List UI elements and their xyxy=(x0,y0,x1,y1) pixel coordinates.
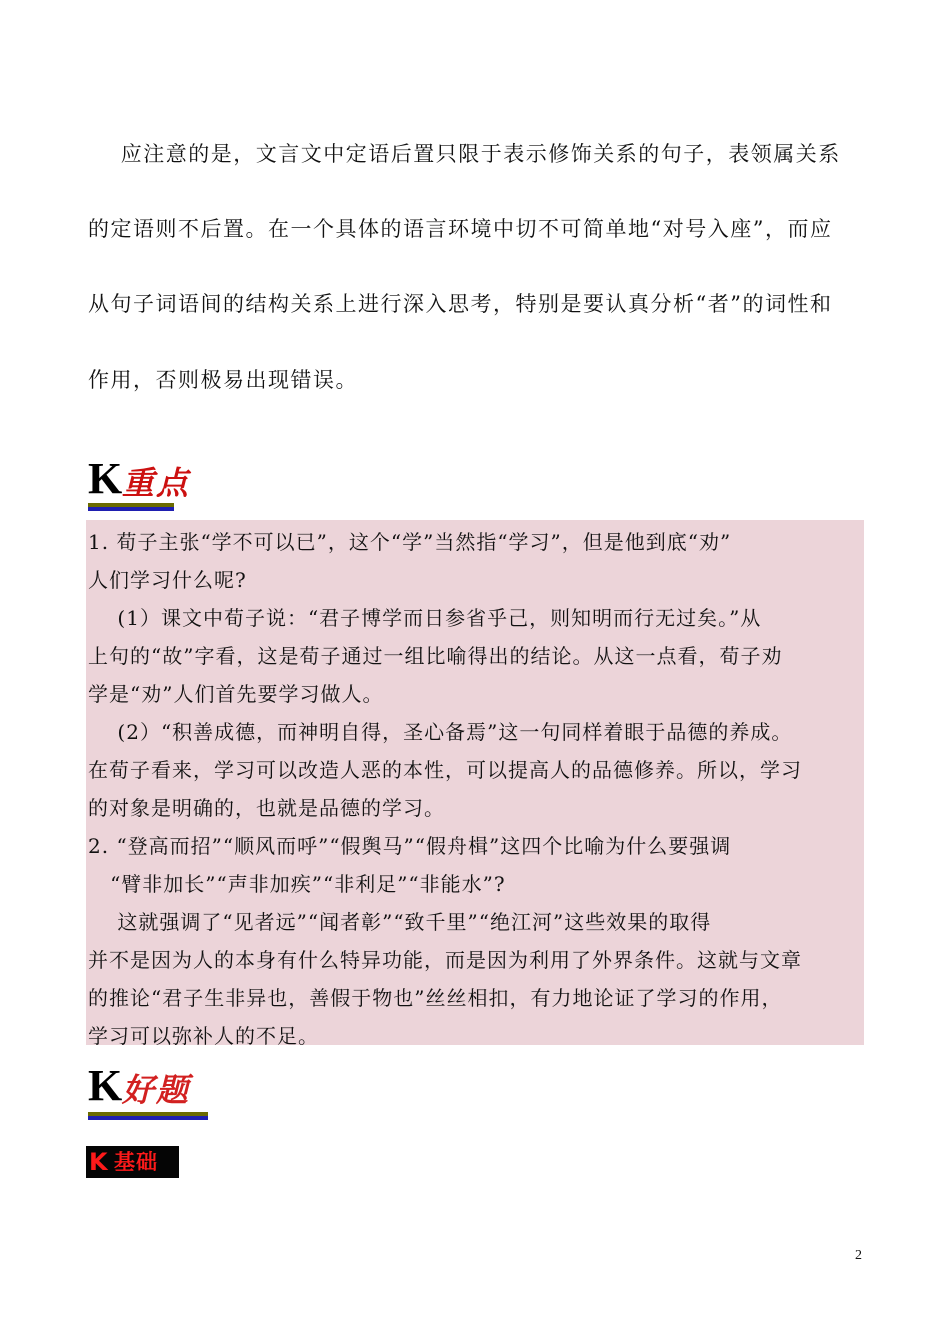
content-line: 这就强调了“见者远”“闻者彰”“致千里”“绝江河”这些效果的取得 xyxy=(88,910,712,934)
content-line: 学习可以弥补人的不足。 xyxy=(88,1024,319,1048)
content-line: “臂非加长”“声非加疾”“非利足”“非能水”? xyxy=(88,872,506,896)
content-line: 的推论“君子生非异也，善假于物也”丝丝相扣，有力地论证了学习的作用， xyxy=(88,986,783,1010)
badge-label: 基础 xyxy=(114,1149,158,1174)
intro-line: 作用，否则极易出现错误。 xyxy=(88,368,358,392)
section-k-mark: K xyxy=(88,1061,123,1110)
section-title: 重点 xyxy=(122,464,191,502)
content-line: (2）“积善成德，而神明自得，圣心备焉”这一句同样着眼于品德的养成。 xyxy=(88,720,793,744)
content-line: 2. “登高而招”“顺风而呼”“假舆马”“假舟楫”这四个比喻为什么要强调 xyxy=(88,834,732,858)
section-title: 好题 xyxy=(122,1071,191,1109)
key-points-heading xyxy=(88,455,208,515)
basics-badge xyxy=(86,1146,179,1178)
content-line: 人们学习什么呢? xyxy=(88,568,247,592)
content-line: 学是“劝”人们首先要学习做人。 xyxy=(88,682,384,706)
intro-line: 从句子词语间的结构关系上进行深入思考，特别是要认真分析“者”的词性和 xyxy=(88,292,833,316)
content-line: 的对象是明确的，也就是品德的学习。 xyxy=(88,796,445,820)
good-questions-heading xyxy=(88,1062,218,1122)
content-line: 1. 荀子主张“学不可以已”，这个“学”当然指“学习”，但是他到底“劝” xyxy=(88,530,732,554)
content-line: (1）课文中荀子说：“君子博学而日参省乎己，则知明而行无过矣。”从 xyxy=(88,606,762,630)
content-line: 上句的“故”字看，这是荀子通过一组比喻得出的结论。从这一点看，荀子劝 xyxy=(88,644,783,668)
content-line: 在荀子看来，学习可以改造人恶的本性，可以提高人的品德修养。所以，学习 xyxy=(88,758,802,782)
intro-line: 的定语则不后置。在一个具体的语言环境中切不可简单地“对号入座”，而应 xyxy=(88,217,833,241)
page-number: 2 xyxy=(855,1248,862,1263)
heading-underline xyxy=(88,1116,208,1120)
section-k-mark: K xyxy=(88,454,123,503)
badge-k-icon: K xyxy=(89,1148,108,1176)
intro-line: 应注意的是，文言文中定语后置只限于表示修饰关系的句子，表领属关系 xyxy=(88,142,841,166)
content-line: 并不是因为人的本身有什么特异功能，而是因为利用了外界条件。这就与文章 xyxy=(88,948,802,972)
heading-underline xyxy=(88,507,174,511)
